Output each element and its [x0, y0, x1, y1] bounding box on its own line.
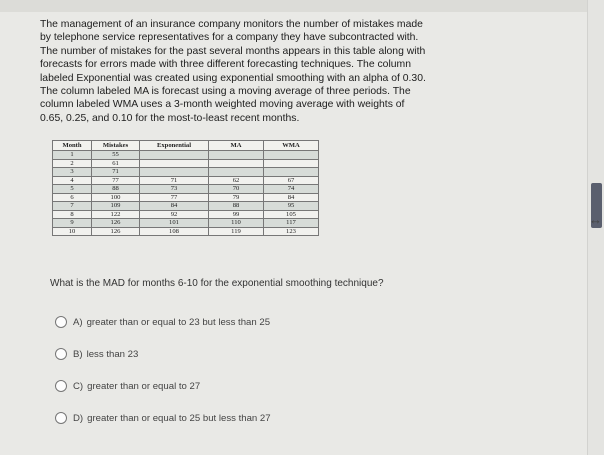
cell-exponential: 84 — [140, 202, 209, 211]
cell-exponential — [140, 159, 209, 168]
problem-line: column labeled WMA uses a 3-month weighted moving average with weights of — [40, 99, 405, 111]
scrollbar-track[interactable] — [587, 0, 604, 455]
radio-button[interactable] — [55, 412, 67, 424]
cell-mistakes: 126 — [92, 227, 140, 236]
cell-wma: 123 — [264, 227, 319, 236]
cell-mistakes: 126 — [92, 219, 140, 228]
table-header-row — [53, 141, 319, 151]
cell-wma — [264, 151, 319, 160]
cell-ma — [209, 168, 264, 177]
header-month: Month — [53, 141, 92, 151]
option-c[interactable] — [55, 380, 200, 392]
question-text: What is the MAD for months 6-10 for the exponential smoothing technique? — [50, 278, 384, 289]
cell-wma: 74 — [264, 185, 319, 194]
cell-month: 8 — [53, 210, 92, 219]
cell-mistakes: 55 — [92, 151, 140, 160]
problem-line: forecasts for errors made with three different forecasting techniques. The column — [40, 59, 411, 71]
problem-statement — [40, 18, 480, 125]
cell-mistakes: 77 — [92, 176, 140, 185]
problem-line: by telephone service representatives for a company they have subcontracted with. — [40, 32, 419, 44]
cell-wma: 84 — [264, 193, 319, 202]
problem-line: The column labeled MA is forecast using a moving average of three periods. The — [40, 86, 411, 98]
radio-button[interactable] — [55, 380, 67, 392]
option-letter: C) — [73, 380, 84, 392]
cell-month: 10 — [53, 227, 92, 236]
header-exponential: Exponential — [140, 141, 209, 151]
problem-line: labeled Exponential was created using exponential smoothing with an alpha of 0.30. — [40, 72, 426, 84]
option-text: greater than or equal to 27 — [87, 380, 201, 392]
table-row — [53, 210, 319, 219]
cell-month: 3 — [53, 168, 92, 177]
option-letter: B) — [73, 348, 83, 360]
cell-month: 4 — [53, 176, 92, 185]
option-a[interactable] — [55, 316, 270, 328]
option-text: greater than or equal to 25 but less than 27 — [87, 412, 271, 424]
cell-exponential: 71 — [140, 176, 209, 185]
cell-month: 7 — [53, 202, 92, 211]
header-mistakes: Mistakes — [92, 141, 140, 151]
cell-wma — [264, 159, 319, 168]
table-row — [53, 219, 319, 228]
cell-ma: 62 — [209, 176, 264, 185]
cell-mistakes: 61 — [92, 159, 140, 168]
header-wma: WMA — [264, 141, 319, 151]
problem-line: 0.65, 0.25, and 0.10 for the most-to-least recent months. — [40, 112, 300, 124]
problem-line: The management of an insurance company monitors the number of mistakes made — [40, 19, 423, 30]
cell-ma — [209, 151, 264, 160]
cell-ma: 70 — [209, 185, 264, 194]
cell-ma: 99 — [209, 210, 264, 219]
cell-wma: 117 — [264, 219, 319, 228]
cell-wma — [264, 168, 319, 177]
cell-exponential: 73 — [140, 185, 209, 194]
table-row — [53, 151, 319, 160]
cell-month: 9 — [53, 219, 92, 228]
cell-ma: 79 — [209, 193, 264, 202]
page-top-edge — [0, 0, 604, 12]
table-row — [53, 176, 319, 185]
cell-mistakes: 122 — [92, 210, 140, 219]
cell-wma: 95 — [264, 202, 319, 211]
cell-exponential: 108 — [140, 227, 209, 236]
cell-month: 5 — [53, 185, 92, 194]
cell-exponential: 101 — [140, 219, 209, 228]
radio-button[interactable] — [55, 316, 67, 328]
option-b[interactable] — [55, 348, 138, 360]
radio-button[interactable] — [55, 348, 67, 360]
cell-ma: 119 — [209, 227, 264, 236]
cell-ma — [209, 159, 264, 168]
cell-month: 1 — [53, 151, 92, 160]
table-row — [53, 227, 319, 236]
cell-mistakes: 71 — [92, 168, 140, 177]
table-row — [53, 159, 319, 168]
cell-mistakes: 88 — [92, 185, 140, 194]
forecast-table — [52, 140, 319, 236]
header-ma: MA — [209, 141, 264, 151]
cell-wma: 67 — [264, 176, 319, 185]
cell-exponential — [140, 151, 209, 160]
cell-ma: 88 — [209, 202, 264, 211]
table-row — [53, 202, 319, 211]
cell-wma: 105 — [264, 210, 319, 219]
table-row — [53, 168, 319, 177]
option-letter: D) — [73, 412, 84, 424]
cell-mistakes: 100 — [92, 193, 140, 202]
cell-mistakes: 109 — [92, 202, 140, 211]
cell-exponential: 92 — [140, 210, 209, 219]
option-text: less than 23 — [86, 348, 139, 360]
option-letter: A) — [73, 316, 83, 328]
cell-month: 2 — [53, 159, 92, 168]
option-d[interactable] — [55, 412, 271, 424]
cell-ma: 110 — [209, 219, 264, 228]
cell-exponential: 77 — [140, 193, 209, 202]
table-row — [53, 193, 319, 202]
mouse-cursor-icon: ↔ — [589, 212, 602, 227]
cell-exponential — [140, 168, 209, 177]
cell-month: 6 — [53, 193, 92, 202]
problem-line: The number of mistakes for the past several months appears in this table along with — [40, 45, 426, 57]
table-row — [53, 185, 319, 194]
option-text: greater than or equal to 23 but less than 25 — [86, 316, 271, 328]
